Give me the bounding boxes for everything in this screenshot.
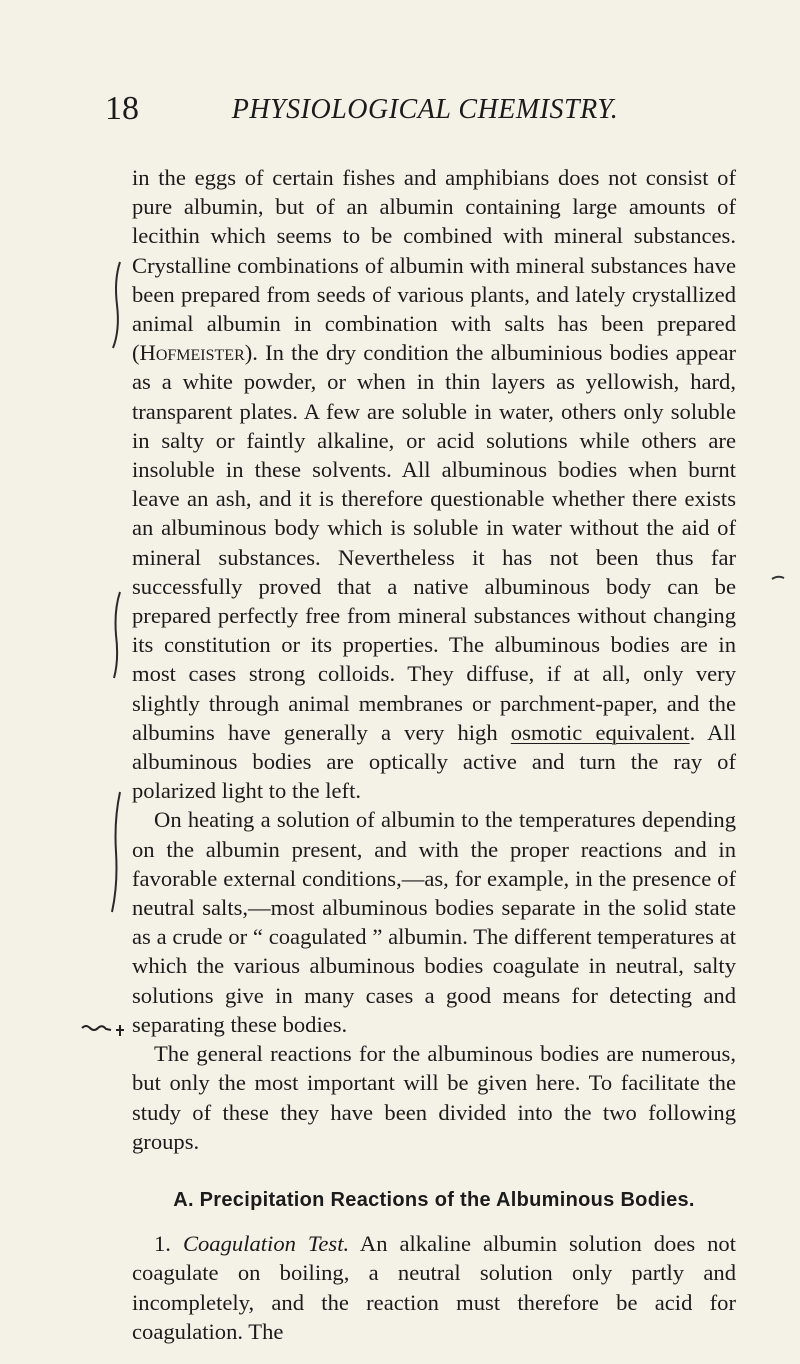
underlined-phrase: osmotic equivalent [510,719,690,745]
paragraph-1 [132,163,736,805]
page-number: 18 [105,90,139,127]
margin-bracket-2 [108,590,128,680]
margin-squiggle-mark [80,1020,126,1038]
paragraph-4-text: An alkaline albumin solution does not coagulate on boiling, a neutral solution only partly and incompletely, and the reaction must therefore be acid for coagulation. The [132,1231,737,1344]
test-number: 1. [154,1231,171,1257]
body-text [132,163,736,1346]
page-header [105,90,745,138]
section-heading: A. Precipitation Reactions of the Albuminous Bodies. [173,1188,695,1211]
paragraph-1-text-b: ). In the dry condition the albuminious bodies appear as a white powder, or when in thin layers as yellowish, hard, transparent plates. A few are soluble in water, others only soluble in salty or faintly alkaline, or acid solutions while others are insoluble in these solvents. All albuminous bodies when burnt leave an ash, and it is therefore questionable whether there exists an albuminous body which is soluble in water without the aid of mineral substances. Nevertheless it has not been thus far successfully proved that a native albuminous body can be prepared perfectly free from mineral substances without changing its constitution or its properties. The albuminous bodies are in most cases strong colloids. They diffuse, if at all, only very slightly through animal membranes or parchment-paper, and the albumins have generally a very high [132,340,736,745]
author-name: Hofmeister [139,340,245,366]
running-head: PHYSIOLOGICAL CHEMISTRY. [231,94,619,125]
test-title: Coagulation Test. [182,1231,350,1257]
paragraph-3: The general reactions for the albuminous bodies are numerous, but only the most important will be given here. To facilitate the study of these they have been divided into the two following groups. [132,1041,736,1154]
paragraph-1-text-c: . All albuminous bodies are optically active and turn the ray of polarized light to the left. [132,719,736,804]
paragraph-1-text-a: in the eggs of certain fishes and amphibians does not consist of pure albumin, but of an albumin containing large amounts of lecithin which seems to be combined with mineral substances. Crystalline combinations of albumin with mineral substances have been prepared from seeds of various plants, and lately crystallized animal albumin in combination with salts has been prepared ( [132,165,736,366]
margin-dash-mark [770,573,786,583]
paragraph-4 [132,1229,736,1346]
margin-bracket-1 [108,260,128,350]
paragraph-2: On heating a solution of albumin to the temperatures depending on the albumin present, and with the proper reactions and in favorable external conditions,—as, for example, in the presence of neutral salts,—most albuminous bodies separate in the solid state as a crude or “ coagulated ” albumin. The different temperatures at which the various albuminous bodies coagulate in neutral, salty solutions give in many cases a good means for detecting and separating these bodies. [132,807,736,1037]
margin-bracket-3 [106,790,128,915]
